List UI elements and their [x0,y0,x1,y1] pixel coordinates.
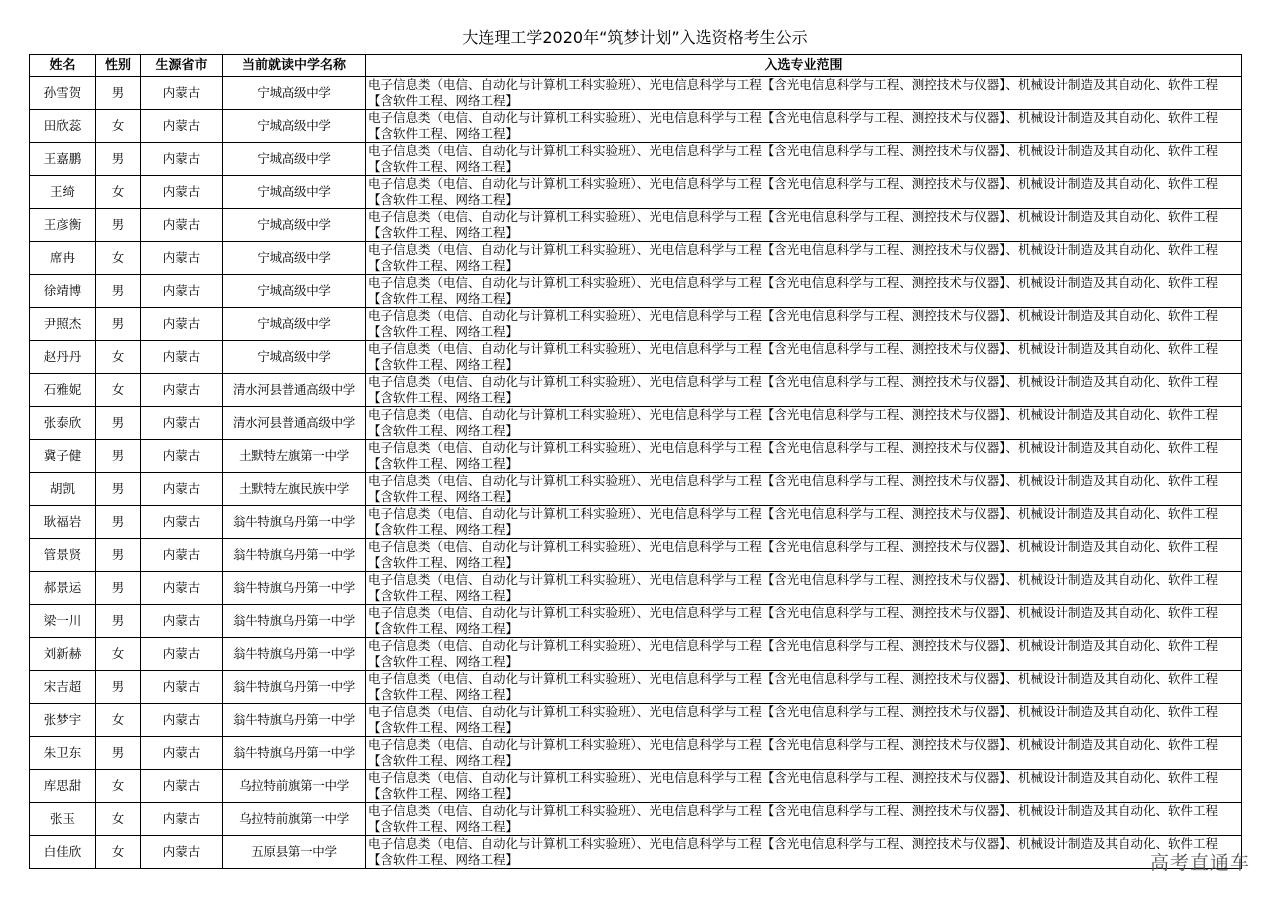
cell-name: 刘新赫 [30,638,96,671]
header-school: 当前就读中学名称 [223,55,366,77]
cell-gender: 女 [96,704,141,737]
table-row [30,473,1242,506]
cell-scope: 电子信息类（电信、自动化与计算机工科实验班）、光电信息科学与工程【含光电信息科学与工程、测控技术与仪器】、机械设计制造及其自动化、软件工程【含软件工程、网络工程】 [366,209,1242,242]
header-scope: 入选专业范围 [366,55,1242,77]
cell-scope: 电子信息类（电信、自动化与计算机工科实验班）、光电信息科学与工程【含光电信息科学与工程、测控技术与仪器】、机械设计制造及其自动化、软件工程【含软件工程、网络工程】 [366,110,1242,143]
cell-scope: 电子信息类（电信、自动化与计算机工科实验班）、光电信息科学与工程【含光电信息科学与工程、测控技术与仪器】、机械设计制造及其自动化、软件工程【含软件工程、网络工程】 [366,440,1242,473]
cell-province: 内蒙古 [141,572,223,605]
cell-gender: 男 [96,737,141,770]
cell-gender: 女 [96,836,141,869]
cell-school: 翁牛特旗乌丹第一中学 [223,506,366,539]
cell-province: 内蒙古 [141,440,223,473]
cell-school: 翁牛特旗乌丹第一中学 [223,572,366,605]
table-row [30,572,1242,605]
header-name: 姓名 [30,55,96,77]
cell-name: 王嘉鹏 [30,143,96,176]
cell-school: 宁城高级中学 [223,308,366,341]
cell-gender: 女 [96,242,141,275]
cell-province: 内蒙古 [141,539,223,572]
cell-scope: 电子信息类（电信、自动化与计算机工科实验班）、光电信息科学与工程【含光电信息科学与工程、测控技术与仪器】、机械设计制造及其自动化、软件工程【含软件工程、网络工程】 [366,737,1242,770]
cell-school: 宁城高级中学 [223,242,366,275]
cell-scope: 电子信息类（电信、自动化与计算机工科实验班）、光电信息科学与工程【含光电信息科学与工程、测控技术与仪器】、机械设计制造及其自动化、软件工程【含软件工程、网络工程】 [366,836,1242,869]
cell-gender: 女 [96,176,141,209]
cell-name: 张泰欣 [30,407,96,440]
cell-province: 内蒙古 [141,473,223,506]
cell-school: 翁牛特旗乌丹第一中学 [223,539,366,572]
cell-school: 五原县第一中学 [223,836,366,869]
cell-province: 内蒙古 [141,209,223,242]
cell-province: 内蒙古 [141,308,223,341]
admission-table [29,54,1242,869]
cell-province: 内蒙古 [141,737,223,770]
cell-scope: 电子信息类（电信、自动化与计算机工科实验班）、光电信息科学与工程【含光电信息科学与工程、测控技术与仪器】、机械设计制造及其自动化、软件工程【含软件工程、网络工程】 [366,77,1242,110]
cell-province: 内蒙古 [141,836,223,869]
cell-name: 赵丹丹 [30,341,96,374]
cell-scope: 电子信息类（电信、自动化与计算机工科实验班）、光电信息科学与工程【含光电信息科学与工程、测控技术与仪器】、机械设计制造及其自动化、软件工程【含软件工程、网络工程】 [366,638,1242,671]
cell-name: 张梦宇 [30,704,96,737]
cell-gender: 男 [96,209,141,242]
table-row [30,671,1242,704]
cell-scope: 电子信息类（电信、自动化与计算机工科实验班）、光电信息科学与工程【含光电信息科学与工程、测控技术与仪器】、机械设计制造及其自动化、软件工程【含软件工程、网络工程】 [366,803,1242,836]
cell-scope: 电子信息类（电信、自动化与计算机工科实验班）、光电信息科学与工程【含光电信息科学与工程、测控技术与仪器】、机械设计制造及其自动化、软件工程【含软件工程、网络工程】 [366,275,1242,308]
cell-scope: 电子信息类（电信、自动化与计算机工科实验班）、光电信息科学与工程【含光电信息科学与工程、测控技术与仪器】、机械设计制造及其自动化、软件工程【含软件工程、网络工程】 [366,143,1242,176]
cell-name: 郝景运 [30,572,96,605]
cell-province: 内蒙古 [141,704,223,737]
table-row [30,737,1242,770]
table-row [30,308,1242,341]
table-row [30,539,1242,572]
cell-province: 内蒙古 [141,110,223,143]
cell-name: 冀子健 [30,440,96,473]
cell-name: 库思甜 [30,770,96,803]
cell-school: 土默特左旗民族中学 [223,473,366,506]
cell-scope: 电子信息类（电信、自动化与计算机工科实验班）、光电信息科学与工程【含光电信息科学与工程、测控技术与仪器】、机械设计制造及其自动化、软件工程【含软件工程、网络工程】 [366,242,1242,275]
cell-scope: 电子信息类（电信、自动化与计算机工科实验班）、光电信息科学与工程【含光电信息科学与工程、测控技术与仪器】、机械设计制造及其自动化、软件工程【含软件工程、网络工程】 [366,704,1242,737]
cell-gender: 男 [96,77,141,110]
cell-gender: 女 [96,374,141,407]
cell-school: 乌拉特前旗第一中学 [223,770,366,803]
cell-scope: 电子信息类（电信、自动化与计算机工科实验班）、光电信息科学与工程【含光电信息科学与工程、测控技术与仪器】、机械设计制造及其自动化、软件工程【含软件工程、网络工程】 [366,473,1242,506]
cell-gender: 男 [96,308,141,341]
cell-gender: 女 [96,638,141,671]
cell-scope: 电子信息类（电信、自动化与计算机工科实验班）、光电信息科学与工程【含光电信息科学与工程、测控技术与仪器】、机械设计制造及其自动化、软件工程【含软件工程、网络工程】 [366,374,1242,407]
cell-scope: 电子信息类（电信、自动化与计算机工科实验班）、光电信息科学与工程【含光电信息科学与工程、测控技术与仪器】、机械设计制造及其自动化、软件工程【含软件工程、网络工程】 [366,176,1242,209]
table-row [30,341,1242,374]
cell-school: 翁牛特旗乌丹第一中学 [223,638,366,671]
cell-name: 梁一川 [30,605,96,638]
table-row [30,110,1242,143]
table-row [30,638,1242,671]
cell-province: 内蒙古 [141,671,223,704]
cell-province: 内蒙古 [141,638,223,671]
cell-school: 翁牛特旗乌丹第一中学 [223,704,366,737]
cell-school: 宁城高级中学 [223,209,366,242]
cell-school: 宁城高级中学 [223,341,366,374]
cell-gender: 女 [96,110,141,143]
table-body [30,77,1242,869]
table-row [30,77,1242,110]
table-row [30,803,1242,836]
cell-province: 内蒙古 [141,803,223,836]
cell-gender: 男 [96,440,141,473]
cell-gender: 男 [96,572,141,605]
cell-school: 翁牛特旗乌丹第一中学 [223,671,366,704]
cell-school: 翁牛特旗乌丹第一中学 [223,737,366,770]
cell-name: 尹照杰 [30,308,96,341]
cell-name: 徐靖博 [30,275,96,308]
header-gender: 性别 [96,55,141,77]
cell-gender: 男 [96,671,141,704]
cell-province: 内蒙古 [141,341,223,374]
cell-scope: 电子信息类（电信、自动化与计算机工科实验班）、光电信息科学与工程【含光电信息科学与工程、测控技术与仪器】、机械设计制造及其自动化、软件工程【含软件工程、网络工程】 [366,308,1242,341]
cell-gender: 男 [96,506,141,539]
cell-name: 王彦衡 [30,209,96,242]
cell-province: 内蒙古 [141,770,223,803]
cell-name: 石雅妮 [30,374,96,407]
watermark-text: 高考直通车 [1149,852,1250,874]
table-row [30,506,1242,539]
cell-gender: 男 [96,605,141,638]
cell-gender: 男 [96,275,141,308]
cell-scope: 电子信息类（电信、自动化与计算机工科实验班）、光电信息科学与工程【含光电信息科学与工程、测控技术与仪器】、机械设计制造及其自动化、软件工程【含软件工程、网络工程】 [366,770,1242,803]
cell-school: 宁城高级中学 [223,77,366,110]
page-title: 大连理工学2020年“筑梦计划”入选资格考生公示 [462,28,808,47]
cell-scope: 电子信息类（电信、自动化与计算机工科实验班）、光电信息科学与工程【含光电信息科学与工程、测控技术与仪器】、机械设计制造及其自动化、软件工程【含软件工程、网络工程】 [366,341,1242,374]
cell-gender: 男 [96,143,141,176]
table-row [30,770,1242,803]
cell-name: 田欣蕊 [30,110,96,143]
cell-scope: 电子信息类（电信、自动化与计算机工科实验班）、光电信息科学与工程【含光电信息科学与工程、测控技术与仪器】、机械设计制造及其自动化、软件工程【含软件工程、网络工程】 [366,539,1242,572]
cell-scope: 电子信息类（电信、自动化与计算机工科实验班）、光电信息科学与工程【含光电信息科学与工程、测控技术与仪器】、机械设计制造及其自动化、软件工程【含软件工程、网络工程】 [366,671,1242,704]
cell-province: 内蒙古 [141,242,223,275]
cell-school: 乌拉特前旗第一中学 [223,803,366,836]
cell-name: 宋吉超 [30,671,96,704]
cell-province: 内蒙古 [141,77,223,110]
table-row [30,209,1242,242]
cell-province: 内蒙古 [141,407,223,440]
table-row [30,275,1242,308]
table-row [30,407,1242,440]
cell-name: 朱卫东 [30,737,96,770]
cell-province: 内蒙古 [141,605,223,638]
cell-scope: 电子信息类（电信、自动化与计算机工科实验班）、光电信息科学与工程【含光电信息科学与工程、测控技术与仪器】、机械设计制造及其自动化、软件工程【含软件工程、网络工程】 [366,407,1242,440]
cell-school: 清水河县普通高级中学 [223,407,366,440]
cell-school: 土默特左旗第一中学 [223,440,366,473]
cell-name: 白佳欣 [30,836,96,869]
table-row [30,440,1242,473]
cell-school: 宁城高级中学 [223,110,366,143]
cell-name: 管景贤 [30,539,96,572]
cell-province: 内蒙古 [141,143,223,176]
header-row [30,55,1242,77]
cell-scope: 电子信息类（电信、自动化与计算机工科实验班）、光电信息科学与工程【含光电信息科学与工程、测控技术与仪器】、机械设计制造及其自动化、软件工程【含软件工程、网络工程】 [366,506,1242,539]
table-row [30,704,1242,737]
cell-name: 孙雪贺 [30,77,96,110]
table-row [30,242,1242,275]
cell-school: 宁城高级中学 [223,275,366,308]
cell-gender: 女 [96,341,141,374]
cell-name: 胡凯 [30,473,96,506]
cell-name: 耿福岩 [30,506,96,539]
cell-gender: 女 [96,803,141,836]
cell-gender: 男 [96,473,141,506]
cell-province: 内蒙古 [141,176,223,209]
table-row [30,374,1242,407]
cell-name: 席冉 [30,242,96,275]
cell-province: 内蒙古 [141,506,223,539]
cell-name: 王绮 [30,176,96,209]
cell-province: 内蒙古 [141,275,223,308]
cell-school: 宁城高级中学 [223,143,366,176]
cell-province: 内蒙古 [141,374,223,407]
table-row [30,605,1242,638]
cell-school: 清水河县普通高级中学 [223,374,366,407]
header-province: 生源省市 [141,55,223,77]
cell-gender: 女 [96,770,141,803]
cell-school: 翁牛特旗乌丹第一中学 [223,605,366,638]
table-row [30,176,1242,209]
cell-scope: 电子信息类（电信、自动化与计算机工科实验班）、光电信息科学与工程【含光电信息科学与工程、测控技术与仪器】、机械设计制造及其自动化、软件工程【含软件工程、网络工程】 [366,572,1242,605]
cell-scope: 电子信息类（电信、自动化与计算机工科实验班）、光电信息科学与工程【含光电信息科学与工程、测控技术与仪器】、机械设计制造及其自动化、软件工程【含软件工程、网络工程】 [366,605,1242,638]
cell-name: 张玉 [30,803,96,836]
cell-gender: 男 [96,539,141,572]
cell-gender: 男 [96,407,141,440]
cell-school: 宁城高级中学 [223,176,366,209]
table-row [30,143,1242,176]
table-row [30,836,1242,869]
